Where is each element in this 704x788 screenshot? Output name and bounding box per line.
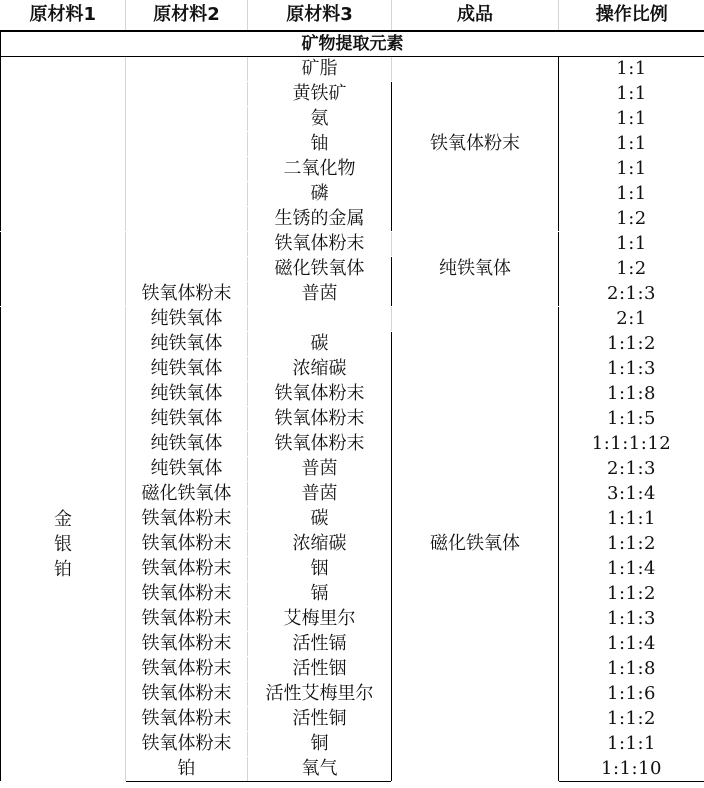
cell-material3[interactable]: 普茵 bbox=[248, 282, 392, 307]
table-row bbox=[1, 307, 704, 332]
cell-ratio[interactable]: 1:1:2 bbox=[559, 707, 704, 732]
cell-ratio[interactable]: 1:1:2 bbox=[559, 532, 704, 557]
cell-material2[interactable]: 纯铁氧体 bbox=[126, 357, 248, 382]
cell-material2[interactable]: 纯铁氧体 bbox=[126, 307, 248, 332]
section-row bbox=[1, 31, 704, 57]
cell-material3[interactable]: 活性铟 bbox=[248, 657, 392, 682]
cell-ratio[interactable]: 1:1:3 bbox=[559, 607, 704, 632]
cell-material2[interactable]: 纯铁氧体 bbox=[126, 407, 248, 432]
cell-material3[interactable]: 铜 bbox=[248, 732, 392, 757]
cell-material2[interactable]: 铁氧体粉末 bbox=[126, 282, 248, 307]
cell-material3[interactable]: 镉 bbox=[248, 582, 392, 607]
cell-material2[interactable] bbox=[126, 157, 248, 182]
cell-material3[interactable]: 生锈的金属 bbox=[248, 207, 392, 232]
cell-material3[interactable]: 浓缩碳 bbox=[248, 532, 392, 557]
cell-ratio[interactable]: 1:1 bbox=[559, 182, 704, 207]
cell-ratio[interactable]: 1:1 bbox=[559, 82, 704, 107]
cell-ratio[interactable]: 1:1:5 bbox=[559, 407, 704, 432]
cell-ratio[interactable]: 1:1:6 bbox=[559, 682, 704, 707]
header-row bbox=[1, 0, 704, 31]
cell-ratio[interactable]: 1:1:2 bbox=[559, 582, 704, 607]
cell-material3[interactable]: 普茵 bbox=[248, 482, 392, 507]
cell-material3[interactable]: 艾梅里尔 bbox=[248, 607, 392, 632]
cell-ratio[interactable]: 1:2 bbox=[559, 207, 704, 232]
cell-material2[interactable]: 铁氧体粉末 bbox=[126, 557, 248, 582]
table-row bbox=[1, 57, 704, 82]
cell-material2[interactable] bbox=[126, 82, 248, 107]
cell-material3[interactable]: 磷 bbox=[248, 182, 392, 207]
cell-material2[interactable]: 纯铁氧体 bbox=[126, 457, 248, 482]
cell-ratio[interactable]: 1:1:4 bbox=[559, 632, 704, 657]
cell-material1[interactable] bbox=[1, 57, 126, 232]
cell-material2[interactable]: 铁氧体粉末 bbox=[126, 582, 248, 607]
cell-material3[interactable]: 活性艾梅里尔 bbox=[248, 682, 392, 707]
cell-material2[interactable]: 铂 bbox=[126, 757, 248, 782]
cell-ratio[interactable]: 1:1:8 bbox=[559, 657, 704, 682]
cell-ratio[interactable]: 1:1:2 bbox=[559, 332, 704, 357]
cell-material2[interactable] bbox=[126, 57, 248, 82]
cell-product[interactable]: 铁氧体粉末 bbox=[392, 57, 559, 232]
section-title[interactable]: 矿物提取元素 bbox=[1, 31, 704, 57]
header-product[interactable]: 成品 bbox=[392, 0, 559, 31]
cell-material3[interactable]: 氧气 bbox=[248, 757, 392, 782]
cell-ratio[interactable]: 2:1 bbox=[559, 307, 704, 332]
cell-ratio[interactable]: 1:1:1:12 bbox=[559, 432, 704, 457]
cell-material2[interactable] bbox=[126, 257, 248, 282]
cell-material1[interactable]: 金 银 铂 bbox=[1, 307, 126, 782]
header-material2[interactable]: 原材料2 bbox=[126, 0, 248, 31]
cell-material1[interactable] bbox=[1, 232, 126, 307]
cell-material2[interactable] bbox=[126, 182, 248, 207]
cell-material2[interactable] bbox=[126, 107, 248, 132]
cell-material2[interactable]: 纯铁氧体 bbox=[126, 382, 248, 407]
cell-material3[interactable]: 活性铜 bbox=[248, 707, 392, 732]
cell-ratio[interactable]: 1:1 bbox=[559, 157, 704, 182]
cell-material3[interactable]: 磁化铁氧体 bbox=[248, 257, 392, 282]
cell-material3[interactable]: 铀 bbox=[248, 132, 392, 157]
cell-material3[interactable]: 矿脂 bbox=[248, 57, 392, 82]
cell-material2[interactable]: 铁氧体粉末 bbox=[126, 732, 248, 757]
cell-ratio[interactable]: 2:1:3 bbox=[559, 457, 704, 482]
cell-material3[interactable]: 铁氧体粉末 bbox=[248, 407, 392, 432]
cell-material3[interactable]: 二氧化物 bbox=[248, 157, 392, 182]
cell-material2[interactable] bbox=[126, 207, 248, 232]
cell-material3[interactable]: 黄铁矿 bbox=[248, 82, 392, 107]
cell-material2[interactable]: 铁氧体粉末 bbox=[126, 707, 248, 732]
cell-material2[interactable]: 铁氧体粉末 bbox=[126, 682, 248, 707]
cell-material3[interactable] bbox=[248, 307, 392, 332]
cell-material3[interactable]: 碳 bbox=[248, 332, 392, 357]
table-row bbox=[1, 232, 704, 257]
cell-material3[interactable]: 氨 bbox=[248, 107, 392, 132]
cell-material2[interactable]: 磁化铁氧体 bbox=[126, 482, 248, 507]
cell-material2[interactable]: 纯铁氧体 bbox=[126, 332, 248, 357]
cell-ratio[interactable]: 1:1:3 bbox=[559, 357, 704, 382]
cell-material3[interactable]: 普茵 bbox=[248, 457, 392, 482]
cell-material3[interactable]: 活性镉 bbox=[248, 632, 392, 657]
cell-ratio[interactable]: 1:1:8 bbox=[559, 382, 704, 407]
cell-material3[interactable]: 铁氧体粉末 bbox=[248, 432, 392, 457]
cell-product[interactable]: 磁化铁氧体 bbox=[392, 307, 559, 782]
cell-material2[interactable]: 纯铁氧体 bbox=[126, 432, 248, 457]
cell-material3[interactable]: 铟 bbox=[248, 557, 392, 582]
cell-ratio[interactable]: 1:1 bbox=[559, 57, 704, 82]
cell-ratio[interactable]: 1:1 bbox=[559, 107, 704, 132]
cell-material2[interactable]: 铁氧体粉末 bbox=[126, 607, 248, 632]
cell-product[interactable]: 纯铁氧体 bbox=[392, 232, 559, 307]
cell-material2[interactable] bbox=[126, 132, 248, 157]
cell-ratio[interactable]: 1:1 bbox=[559, 232, 704, 257]
cell-ratio[interactable]: 1:1:10 bbox=[559, 757, 704, 782]
cell-ratio[interactable]: 1:2 bbox=[559, 257, 704, 282]
cell-material3[interactable]: 铁氧体粉末 bbox=[248, 232, 392, 257]
header-material1[interactable]: 原材料1 bbox=[1, 0, 126, 31]
cell-ratio[interactable]: 1:1:1 bbox=[559, 732, 704, 757]
cell-material2[interactable]: 铁氧体粉末 bbox=[126, 532, 248, 557]
cell-ratio[interactable]: 1:1:1 bbox=[559, 507, 704, 532]
cell-material3[interactable]: 铁氧体粉末 bbox=[248, 382, 392, 407]
cell-ratio[interactable]: 1:1 bbox=[559, 132, 704, 157]
cell-material2[interactable]: 铁氧体粉末 bbox=[126, 507, 248, 532]
cell-ratio[interactable]: 1:1:4 bbox=[559, 557, 704, 582]
recipe-rows bbox=[1, 57, 704, 782]
cell-material2[interactable]: 铁氧体粉末 bbox=[126, 632, 248, 657]
cell-material3[interactable]: 浓缩碳 bbox=[248, 357, 392, 382]
cell-ratio[interactable]: 2:1:3 bbox=[559, 282, 704, 307]
cell-material2[interactable]: 铁氧体粉末 bbox=[126, 657, 248, 682]
header-material3[interactable]: 原材料3 bbox=[248, 0, 392, 31]
cell-material2[interactable] bbox=[126, 232, 248, 257]
cell-ratio[interactable]: 3:1:4 bbox=[559, 482, 704, 507]
cell-material3[interactable]: 碳 bbox=[248, 507, 392, 532]
header-ratio[interactable]: 操作比例 bbox=[559, 0, 704, 31]
